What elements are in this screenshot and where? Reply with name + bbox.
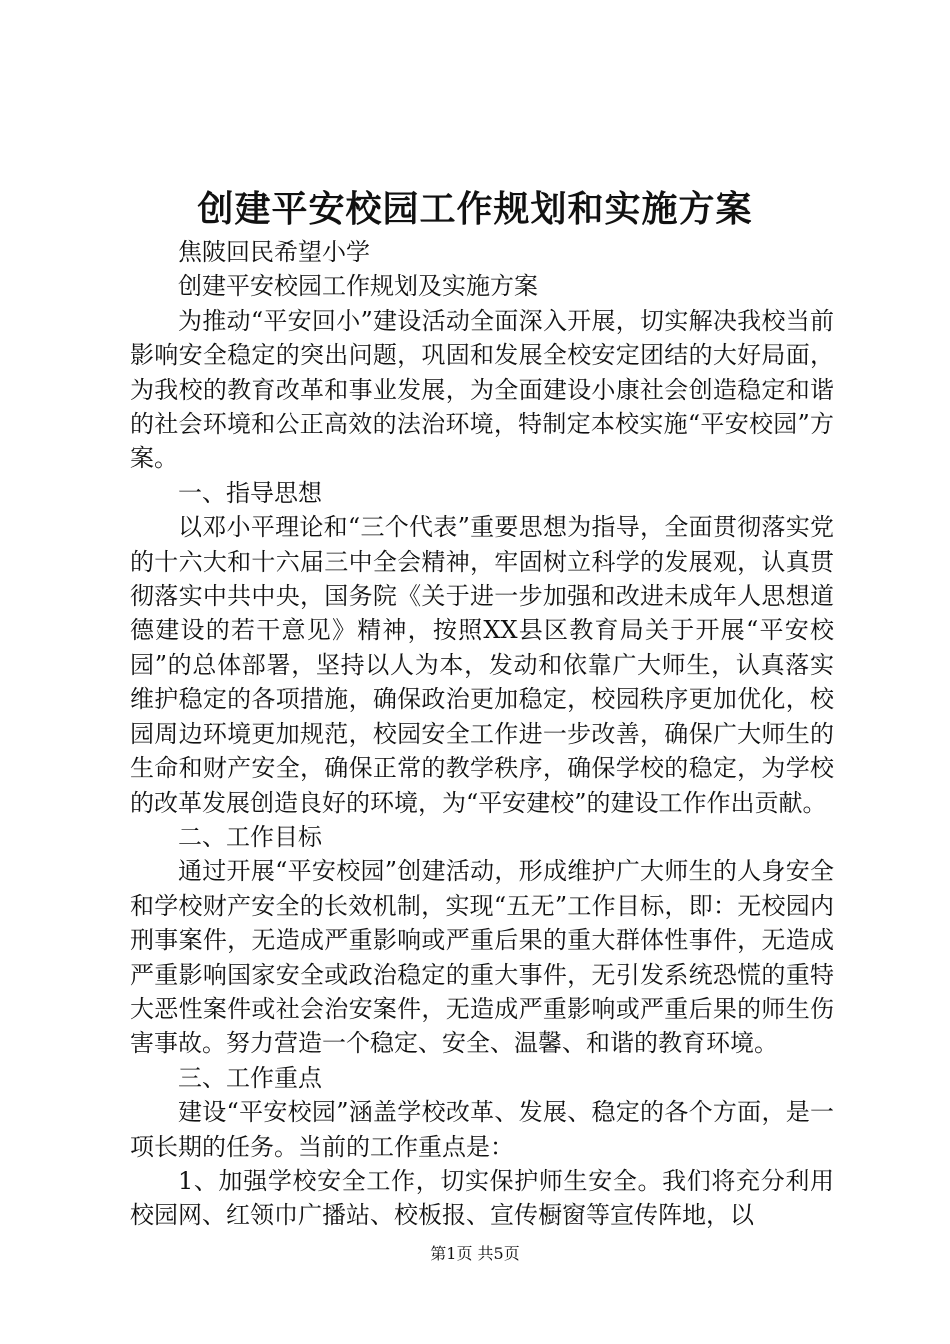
paragraph-work-goals: 通过开展“平安校园”创建活动，形成维护广大师生的人身安全和学校财产安全的长效机制，实现“五无”工作目标，即：无校园内刑事案件，无造成严重影响或严重后果的重大群体性事件，无造成严重影响国家安全或政治稳定的重大事件，无引发系统恐慌的重特大恶性案件或社会治安案件，无造成严重影响或严重后果的师生伤害事故。努力营造一个稳定、安全、温馨、和谐的教育环境。 — [130, 857, 834, 1058]
document-title: 创建平安校园工作规划和实施方案 — [197, 188, 753, 230]
paragraph-work-focus: 建设“平安校园”涵盖学校改革、发展、稳定的各个方面，是一项长期的任务。当前的工作重点是： — [130, 1098, 834, 1161]
paragraph-subtitle: 创建平安校园工作规划及实施方案 — [178, 272, 538, 301]
paragraph-school-name: 焦陂回民希望小学 — [178, 238, 370, 266]
document-body — [130, 235, 834, 1233]
section-heading-work-goals: 二、工作目标 — [178, 822, 322, 851]
section-heading-guiding-ideology: 一、指导思想 — [178, 478, 322, 507]
paragraph-item-1: 1、加强学校安全工作，切实保护师生安全。我们将充分利用校园网、红领巾广播站、校板报、宣传橱窗等宣传阵地，以 — [130, 1166, 834, 1230]
section-heading-work-focus: 三、工作重点 — [178, 1063, 322, 1092]
page-number-footer: 第1页 共5页 — [430, 1244, 520, 1263]
paragraph-guiding-ideology: 以邓小平理论和“三个代表”重要思想为指导，全面贯彻落实党的十六大和十六届三中全会精神，牢固树立科学的发展观，认真贯彻落实中共中央，国务院《关于进一步加强和改进未成年人思想道德建设的若干意见》精神，按照XX县区教育局关于开展“平安校园”的总体部署，坚持以人为本，发动和依靠广大师生，认真落实维护稳定的各项措施，确保政治更加稳定，校园秩序更加优化，校园周边环境更加规范，校园安全工作进一步改善，确保广大师生的生命和财产安全，确保正常的教学秩序，确保学校的稳定，为学校的改革发展创造良好的环境，为“平安建校”的建设工作作出贡献。 — [130, 513, 834, 817]
paragraph-intro: 为推动“平安回小”建设活动全面深入开展，切实解决我校当前影响安全稳定的突出问题，巩固和发展全校安定团结的大好局面，为我校的教育改革和事业发展，为全面建设小康社会创造稳定和谐的社会环境和公正高效的法治环境，特制定本校实施“平安校园”方案。 — [130, 306, 834, 473]
